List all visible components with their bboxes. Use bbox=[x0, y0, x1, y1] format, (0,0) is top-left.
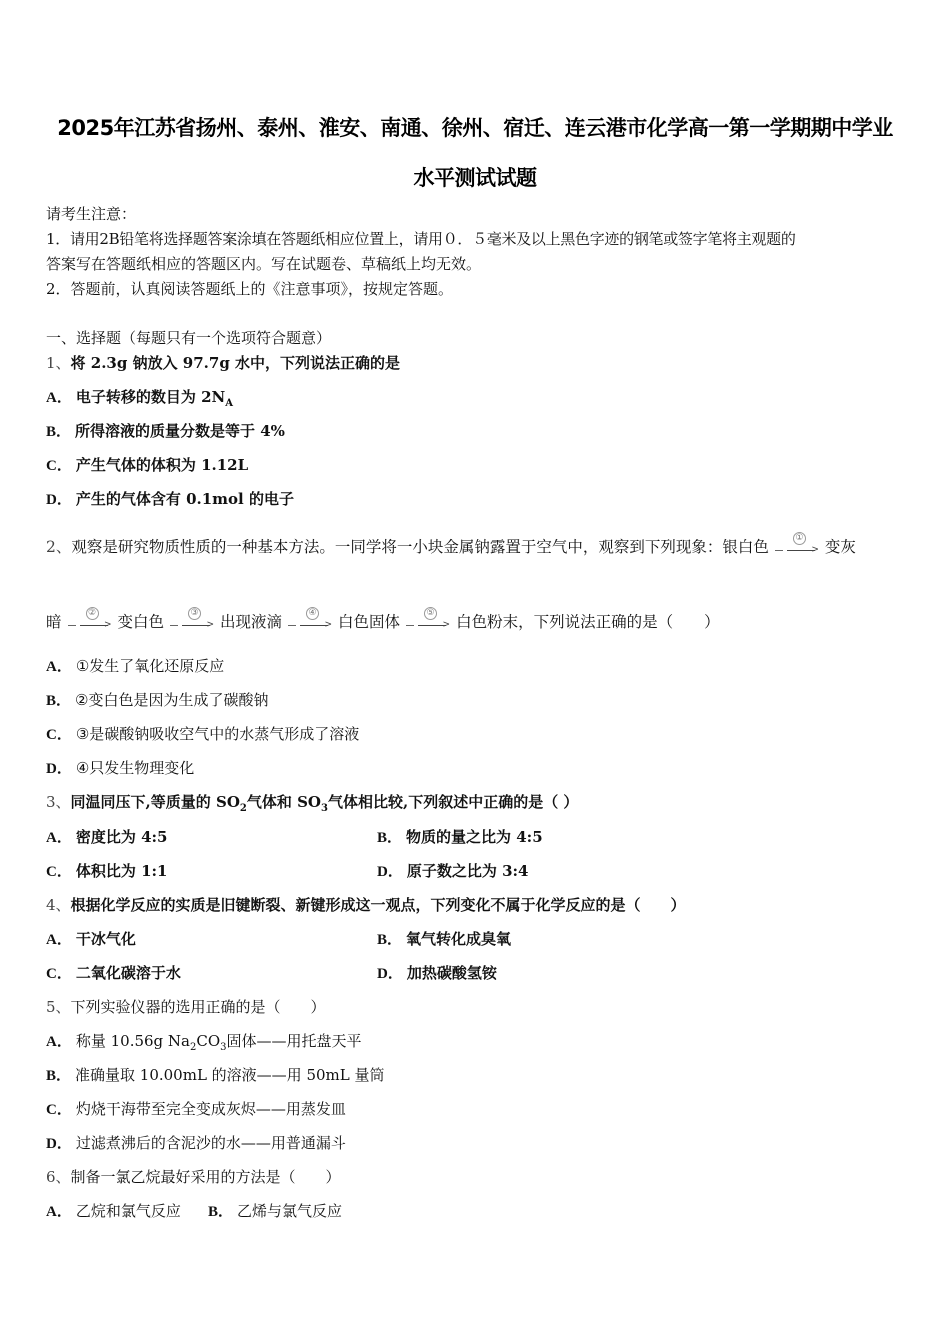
document-title-line1: 2025年江苏省扬州、泰州、淮安、南通、徐州、宿迁、连云港市化学高一第一学期期中学业 bbox=[57, 116, 893, 140]
q1-option-a[interactable]: A． 电子转移的数目为 $2N_A$ bbox=[46, 388, 233, 409]
q2-option-a[interactable]: A． ①发生了氧化还原反应 bbox=[46, 657, 225, 675]
question-number: 5、 bbox=[46, 998, 71, 1016]
question-4: 4、根据化学反应的实质是旧键断裂、新键形成这一观点，下列变化不属于化学反应的是（ ） bbox=[46, 896, 686, 914]
q1-option-c[interactable]: C． 产生气体的体积为 1.12L bbox=[46, 456, 249, 474]
question-2-chain: 暗 > ② 变白色 > ③ 出现液滴 > ④ 白色固体 > ⑤ 白色粉末，下列说法正确的是（ ） bbox=[46, 608, 720, 631]
q3-option-c[interactable]: C． 体积比为 1:1 bbox=[46, 862, 168, 880]
q4-option-a[interactable]: A． 干冰气化 bbox=[46, 930, 136, 948]
question-2: 2、观察是研究物质性质的一种基本方法。一同学将一小块金属钠露置于空气中，观察到下列现象：银白色 > ① 变灰 bbox=[46, 533, 856, 556]
notice-item-2: 2．答题前，认真阅读答题纸上的《注意事项》，按规定答题。 bbox=[46, 280, 454, 298]
reaction-arrow-icon: > ④ bbox=[288, 613, 332, 633]
q2-option-c[interactable]: C． ③是碳酸钠吸收空气中的水蒸气形成了溶液 bbox=[46, 725, 360, 743]
question-number: 4、 bbox=[46, 896, 71, 914]
q4-option-b[interactable]: B． 氧气转化成臭氧 bbox=[377, 930, 512, 948]
question-1 bbox=[46, 352, 400, 373]
question-3: 3、同温同压下,等质量的 $SO_2$气体和 $SO_3$气体相比较,下列叙述中正确的是（ ） bbox=[46, 793, 579, 814]
q1-option-b[interactable]: B． 所得溶液的质量分数是等于 4% bbox=[46, 422, 285, 440]
q1-option-d[interactable]: D． 产生的气体含有 0.1mol 的电子 bbox=[46, 490, 294, 508]
q4-option-c[interactable]: C． 二氧化碳溶于水 bbox=[46, 964, 181, 982]
q5-option-b[interactable]: B． 准确量取 10.00mL 的溶液——用 50mL 量筒 bbox=[46, 1066, 385, 1084]
question-6: 6、制备一氯乙烷最好采用的方法是（ ） bbox=[46, 1168, 341, 1186]
notice-item-1-cont: 答案写在答题纸相应的答题区内。写在试题卷、草稿纸上均无效。 bbox=[46, 255, 482, 273]
reaction-arrow-icon: > ⑤ bbox=[406, 613, 450, 633]
reaction-arrow-icon: > ① bbox=[775, 538, 819, 558]
q4-option-d[interactable]: D． 加热碳酸氢铵 bbox=[377, 964, 497, 982]
question-number: 3、 bbox=[46, 793, 71, 811]
document-title-line2: 水平测试试题 bbox=[413, 166, 537, 190]
notice-item-1: 1．请用2B铅笔将选择题答案涂填在答题纸相应位置上，请用０．５毫米及以上黑色字迹的钢笔或签字笔将主观题的 bbox=[46, 230, 796, 248]
question-number: 1、 bbox=[46, 354, 71, 372]
q2-option-b[interactable]: B． ②变白色是因为生成了碳酸钠 bbox=[46, 691, 269, 709]
q6-option-a[interactable]: A． 乙烷和氯气反应 bbox=[46, 1202, 181, 1220]
question-text: 将 2.3g 钠放入 97.7g 水中，下列说法正确的是 bbox=[70, 354, 401, 372]
reaction-arrow-icon: > ② bbox=[68, 613, 112, 633]
q3-option-a[interactable]: A． 密度比为 4:5 bbox=[46, 828, 168, 846]
notice-heading: 请考生注意： bbox=[46, 205, 137, 223]
question-5: 5、下列实验仪器的选用正确的是（ ） bbox=[46, 998, 326, 1016]
reaction-arrow-icon: > ③ bbox=[170, 613, 214, 633]
q3-option-b[interactable]: B． 物质的量之比为 4:5 bbox=[377, 828, 543, 846]
question-text: 观察是研究物质性质的一种基本方法。一同学将一小块金属钠露置于空气中，观察到下列现象：银白色 bbox=[71, 538, 769, 556]
q5-option-a[interactable]: A． 称量 10.56g $Na_2CO_3$固体——用托盘天平 bbox=[46, 1032, 362, 1053]
q5-option-c[interactable]: C． 灼烧干海带至完全变成灰烬——用蒸发皿 bbox=[46, 1100, 346, 1118]
q2-option-d[interactable]: D． ④只发生物理变化 bbox=[46, 759, 195, 777]
section-heading: 一、选择题（每题只有一个选项符合题意） bbox=[46, 329, 332, 347]
question-number: 2、 bbox=[46, 538, 72, 556]
q5-option-d[interactable]: D． 过滤煮沸后的含泥沙的水——用普通漏斗 bbox=[46, 1134, 346, 1152]
q6-option-b[interactable]: B． 乙烯与氯气反应 bbox=[208, 1202, 343, 1220]
question-number: 6、 bbox=[46, 1168, 71, 1186]
q3-option-d[interactable]: D． 原子数之比为 3:4 bbox=[377, 862, 529, 880]
